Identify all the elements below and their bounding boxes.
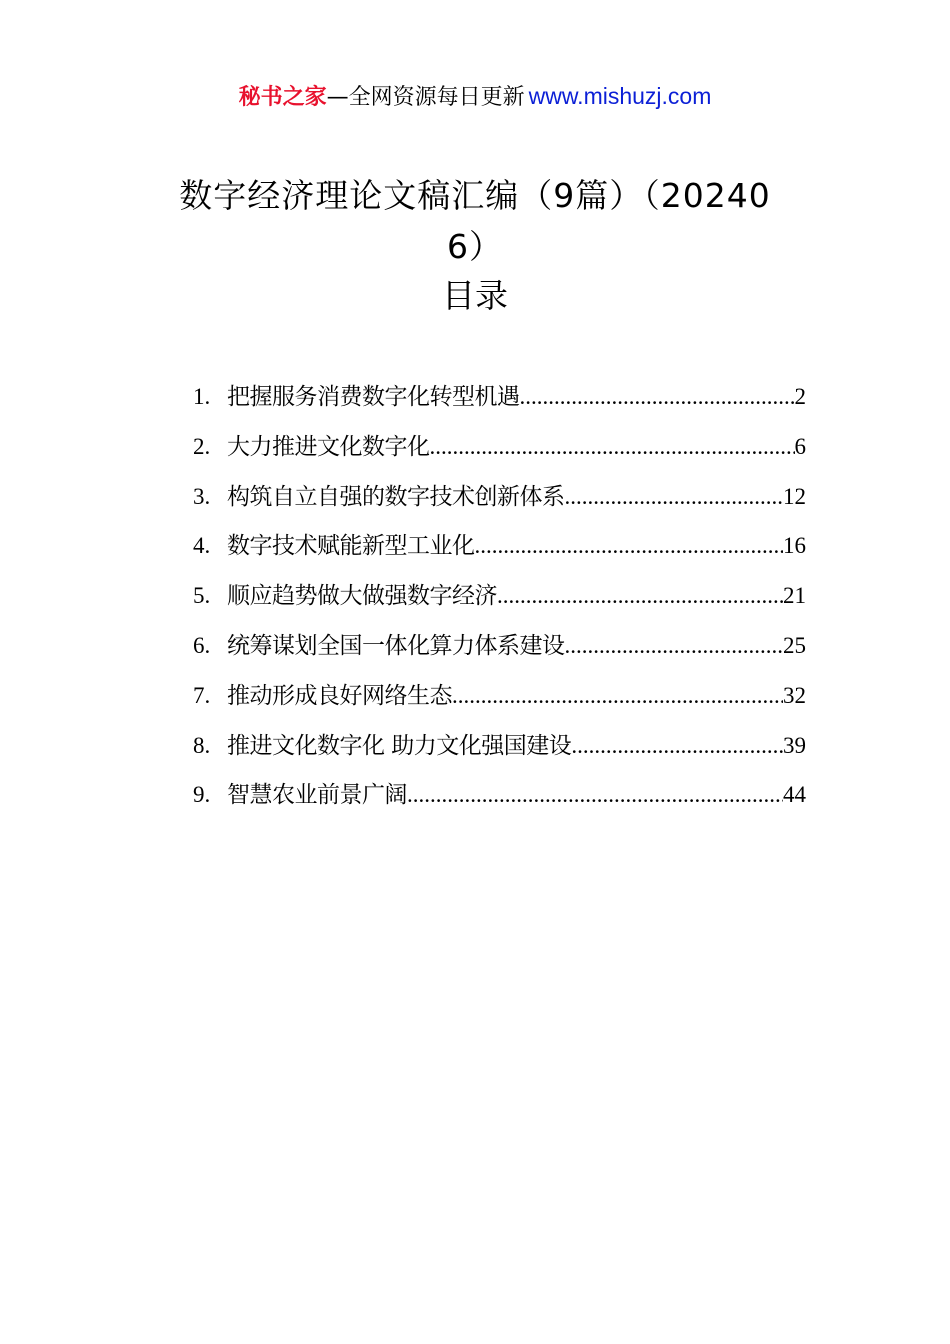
toc-item-7[interactable] [193, 671, 806, 721]
toc-item-number: 1. [193, 384, 211, 409]
site-url-link[interactable]: www.mishuzj.com [528, 83, 712, 109]
document-title-line-2: 6） [447, 227, 503, 266]
toc-dot-leader [497, 571, 783, 621]
toc-dot-leader [452, 671, 783, 721]
toc-item-title: 数字技术赋能新型工业化 [227, 533, 475, 560]
toc-item-number: 4. [193, 533, 211, 559]
toc-item-page: 12 [783, 483, 806, 509]
toc-item-page: 39 [783, 732, 806, 758]
site-tagline: —全网资源每日更新 [326, 85, 525, 110]
toc-item-6[interactable] [193, 621, 806, 671]
toc-dot-leader [565, 621, 784, 671]
toc-item-4[interactable] [193, 521, 806, 571]
toc-item-page: 32 [783, 682, 806, 708]
toc-item-5[interactable] [193, 571, 806, 621]
toc-item-title: 把握服务消费数字化转型机遇 [227, 384, 520, 410]
site-name: 秘书之家 [238, 85, 327, 110]
toc-item-8[interactable] [193, 721, 806, 771]
toc-item-1[interactable] [193, 372, 806, 422]
toc-item-title: 智慧农业前景广阔 [227, 782, 407, 809]
toc-dot-leader [571, 721, 783, 771]
toc-item-title: 大力推进文化数字化 [227, 433, 430, 460]
toc-item-title: 统筹谋划全国一体化算力体系建设 [227, 632, 565, 659]
toc-item-number: 6. [193, 632, 211, 658]
toc-item-number: 3. [193, 483, 211, 509]
toc-item-title: 推进文化数字化 助力文化强国建设 [227, 732, 572, 759]
toc-item-page: 25 [783, 632, 806, 658]
toc-item-9[interactable] [193, 770, 806, 820]
toc-item-title: 构筑自立自强的数字技术创新体系 [227, 483, 565, 510]
toc-item-number: 7. [193, 682, 211, 708]
toc-item-3[interactable] [193, 472, 806, 522]
toc-item-number: 9. [193, 782, 211, 808]
toc-item-title: 推动形成良好网络生态 [227, 682, 452, 709]
toc-item-number: 8. [193, 732, 211, 758]
toc-item-page: 16 [783, 533, 806, 559]
document-title [150, 170, 800, 272]
toc-item-page: 2 [794, 384, 806, 409]
toc-dot-leader [407, 770, 783, 820]
toc-item-title: 顺应趋势做大做强数字经济 [227, 583, 497, 610]
table-of-contents [193, 372, 806, 820]
toc-dot-leader [475, 521, 784, 571]
toc-item-page: 44 [783, 782, 806, 808]
toc-item-page: 21 [783, 583, 806, 609]
site-header [0, 80, 950, 114]
toc-heading: 目录 [442, 276, 508, 315]
toc-item-number: 5. [193, 583, 211, 609]
toc-dot-leader [565, 472, 784, 522]
document-title-line-1: 数字经济理论文稿汇编（9篇）（20240 [179, 176, 771, 215]
toc-dot-leader [520, 372, 795, 422]
toc-item-2[interactable] [193, 422, 806, 472]
toc-item-page: 6 [794, 433, 806, 459]
toc-item-number: 2. [193, 433, 211, 459]
toc-dot-leader [430, 422, 795, 472]
